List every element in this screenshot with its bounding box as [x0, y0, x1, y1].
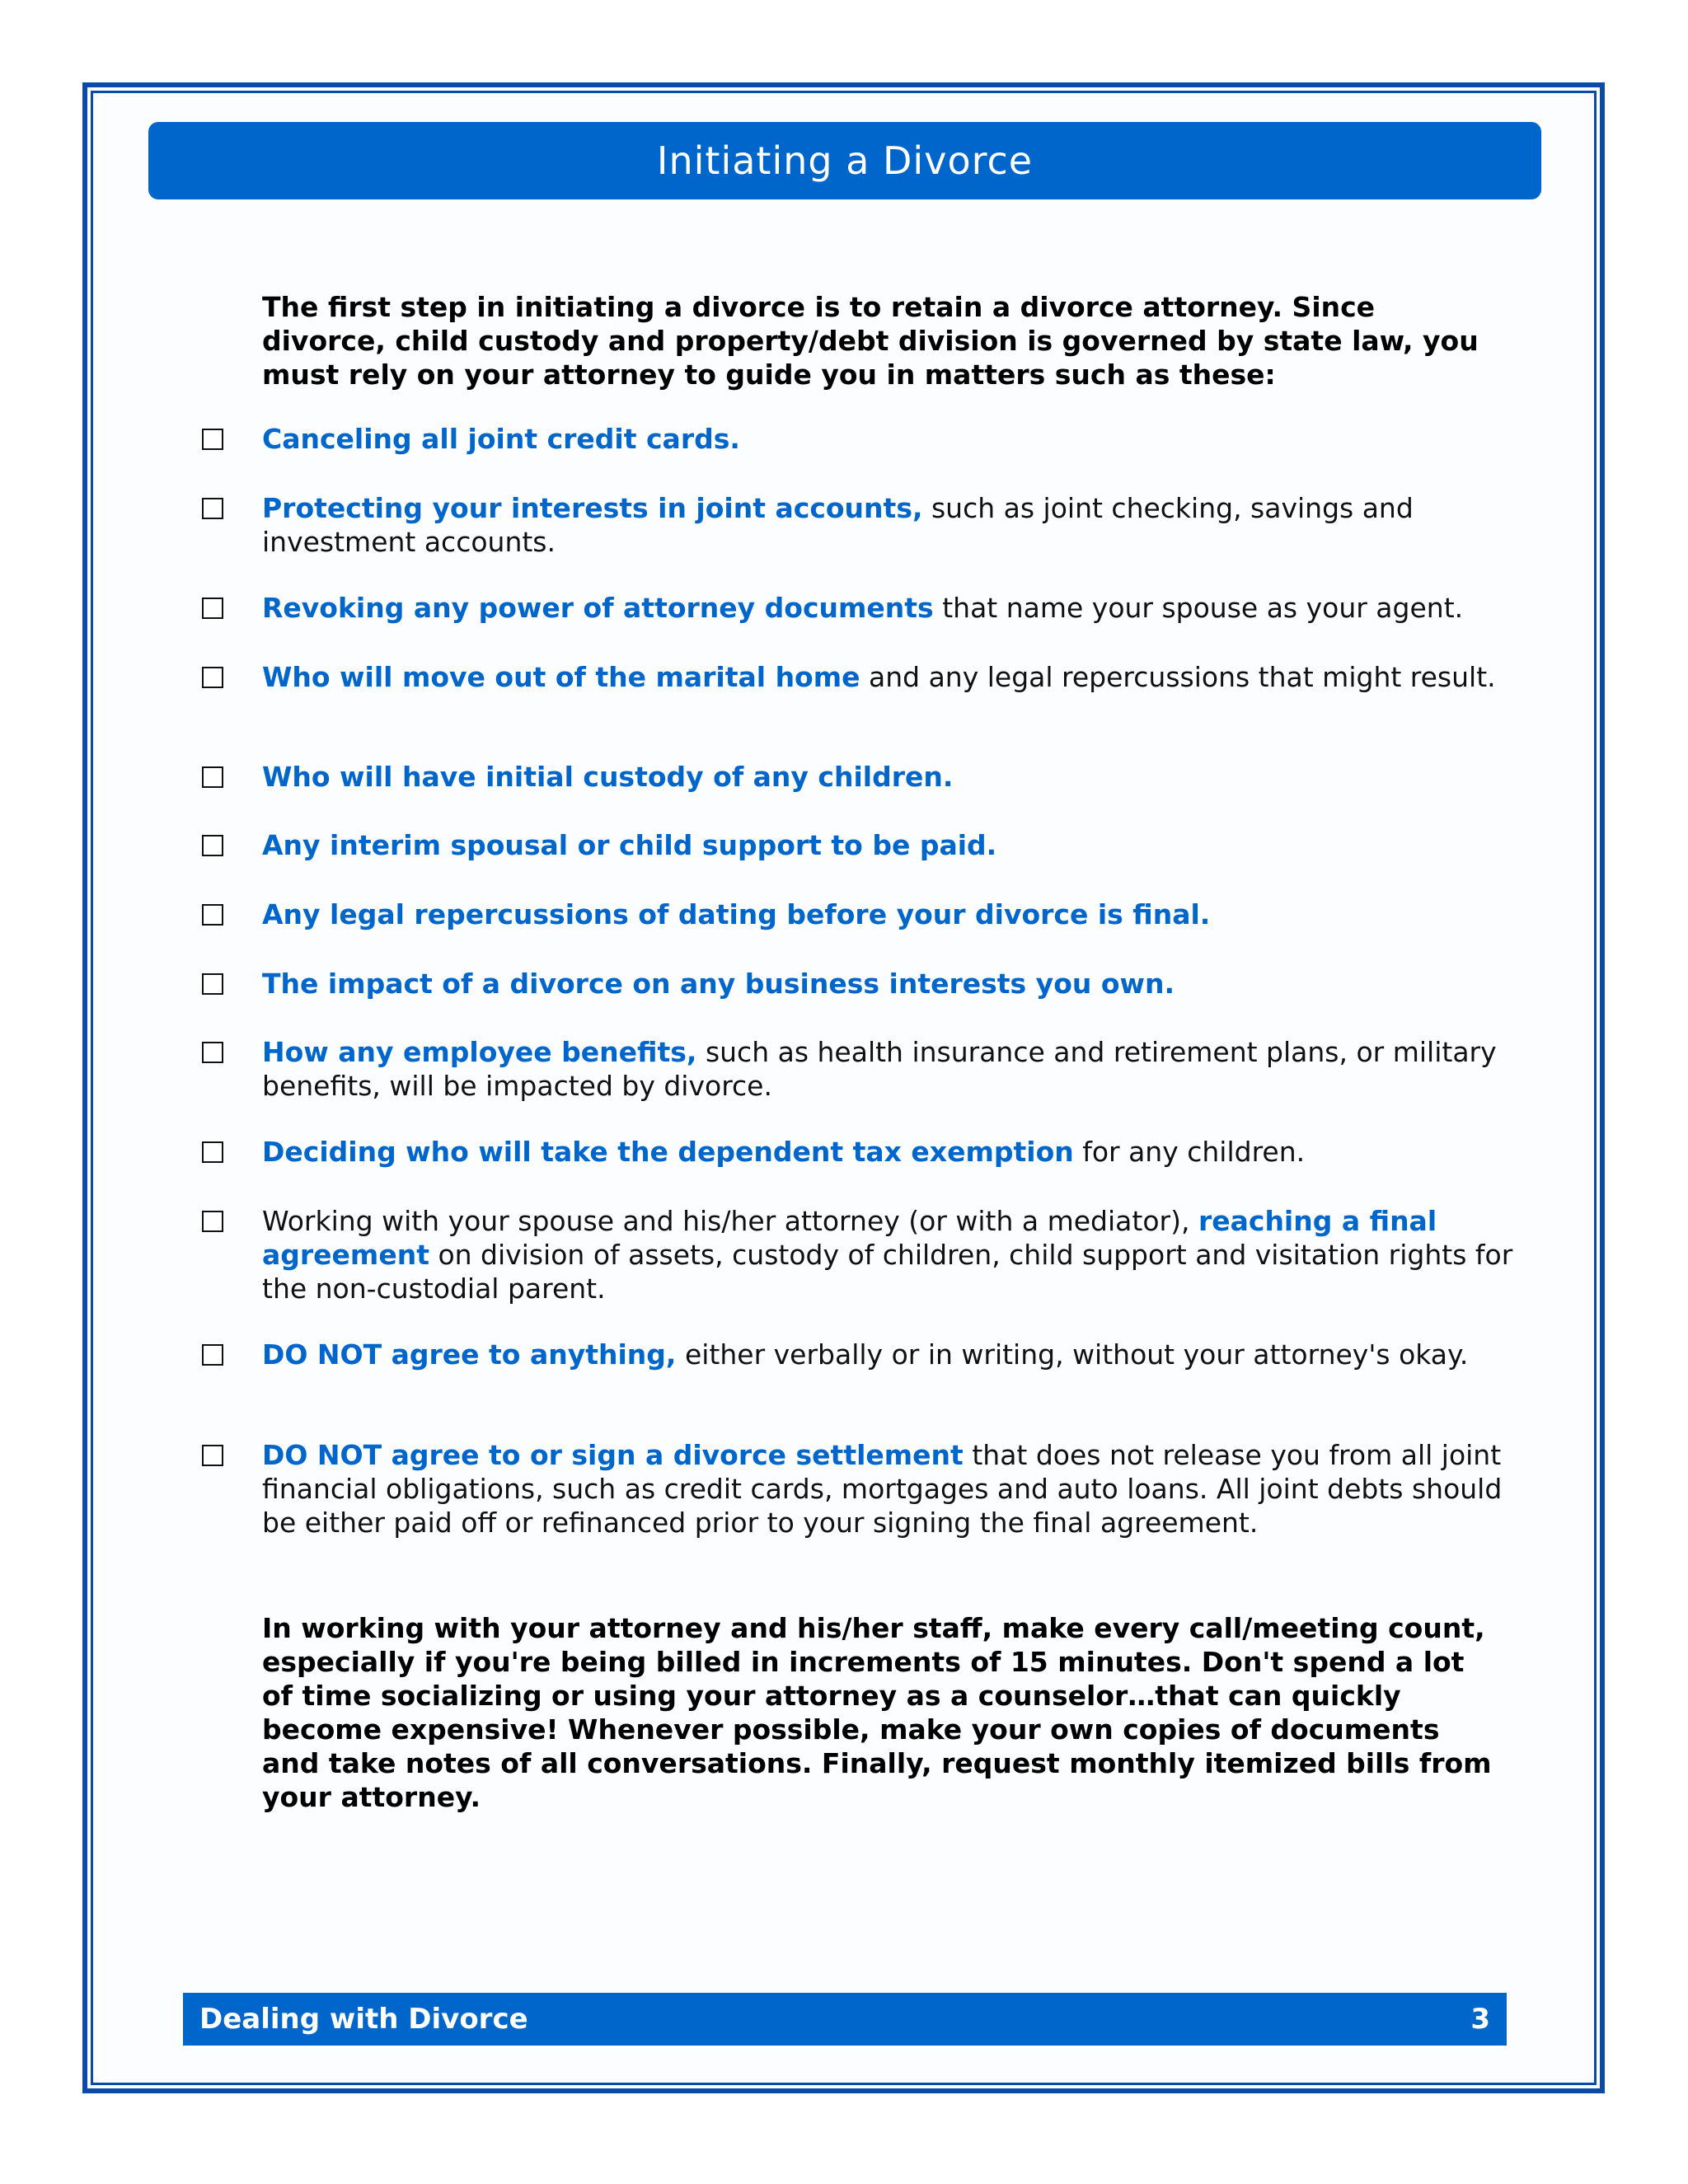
- checklist-item-text: [262, 967, 1515, 1001]
- checkbox-icon[interactable]: [202, 498, 223, 519]
- checkbox-icon[interactable]: [202, 904, 223, 926]
- checklist-item-text: [262, 591, 1515, 625]
- item-lead: Working with your spouse and his/her attorney (or with a mediator),: [262, 1205, 1198, 1237]
- checklist-item-text: [262, 660, 1515, 694]
- checkbox-icon[interactable]: [202, 1141, 223, 1163]
- checkbox-icon[interactable]: [202, 1344, 223, 1366]
- item-detail: that does not release you from all joint financial obligations, such as credit cards, mortgages and auto loans. All joint debts should be either paid off or refinanced prior to your signing the final agreement.: [262, 1439, 1503, 1539]
- item-highlight: How any employee benefits,: [262, 1036, 697, 1068]
- item-highlight: Who will move out of the marital home: [262, 661, 860, 693]
- checkbox-icon[interactable]: [202, 973, 223, 995]
- item-highlight: DO NOT agree to anything,: [262, 1338, 677, 1371]
- item-highlight: The impact of a divorce on any business interests you own.: [262, 968, 1175, 1000]
- item-highlight: reaching a final agreement: [262, 1205, 1437, 1271]
- checklist-item-text: [262, 1438, 1515, 1540]
- item-highlight: Any legal repercussions of dating before your divorce is final.: [262, 898, 1211, 930]
- intro-paragraph: The first step in initiating a divorce is to retain a divorce attorney. Since divorce, child custody and property/debt division is governed by state law, you must rely on your attorney to guide you in matters such as these:: [262, 291, 1479, 391]
- checklist-item-text: [262, 1204, 1515, 1305]
- checklist-item-text: [262, 760, 1515, 794]
- checkbox-icon[interactable]: [202, 1445, 223, 1466]
- item-highlight: Revoking any power of attorney documents: [262, 592, 934, 624]
- item-highlight: Who will have initial custody of any children.: [262, 761, 954, 793]
- checkbox-icon[interactable]: [202, 766, 223, 788]
- checklist-item-text: [262, 898, 1515, 931]
- checkbox-icon[interactable]: [202, 667, 223, 688]
- checkbox-icon[interactable]: [202, 1042, 223, 1063]
- closing-paragraph: In working with your attorney and his/her staff, make every call/meeting count, especially if you're being billed in increments of 15 minutes. Don't spend a lot of time socializing or using your attorney as a counselor…that can quickly become expensive! Whenever possible, make your own copies of documents and take notes of all conversations. Finally, request monthly itemized bills from your attorney.: [262, 1612, 1492, 1813]
- item-detail: such as health insurance and retirement plans, or military benefits, will be impacted by divorce.: [262, 1036, 1497, 1102]
- item-highlight: Protecting your interests in joint accounts,: [262, 492, 923, 524]
- item-detail: that name your spouse as your agent.: [933, 592, 1464, 624]
- footer-bar: [183, 1993, 1507, 2046]
- item-detail: such as joint checking, savings and investment accounts.: [262, 492, 1414, 558]
- page-title: Initiating a Divorce: [148, 122, 1541, 199]
- checkbox-icon[interactable]: [202, 835, 223, 856]
- item-detail: either verbally or in writing, without your attorney's okay.: [676, 1338, 1469, 1371]
- checklist-item-text: [262, 1338, 1515, 1371]
- footer-title: Dealing with Divorce: [199, 2003, 528, 2036]
- checklist-item-text: [262, 828, 1515, 862]
- checklist-item-text: [262, 1135, 1515, 1169]
- checklist-item-text: [262, 1035, 1515, 1103]
- item-highlight: DO NOT agree to or sign a divorce settlement: [262, 1439, 964, 1471]
- item-detail: on division of assets, custody of children, child support and visitation rights for the non-custodial parent.: [262, 1239, 1513, 1305]
- page-number: 3: [1470, 2003, 1490, 2036]
- item-highlight: Deciding who will take the dependent tax exemption: [262, 1136, 1074, 1168]
- checklist-item-text: [262, 491, 1515, 559]
- item-highlight: Canceling all joint credit cards.: [262, 423, 740, 455]
- checkbox-icon[interactable]: [202, 598, 223, 619]
- checkbox-icon[interactable]: [202, 429, 223, 450]
- checkbox-icon[interactable]: [202, 1211, 223, 1232]
- item-highlight: Any interim spousal or child support to be paid.: [262, 829, 997, 861]
- checklist-item-text: [262, 422, 1515, 456]
- item-detail: for any children.: [1073, 1136, 1306, 1168]
- item-detail: and any legal repercussions that might result.: [860, 661, 1496, 693]
